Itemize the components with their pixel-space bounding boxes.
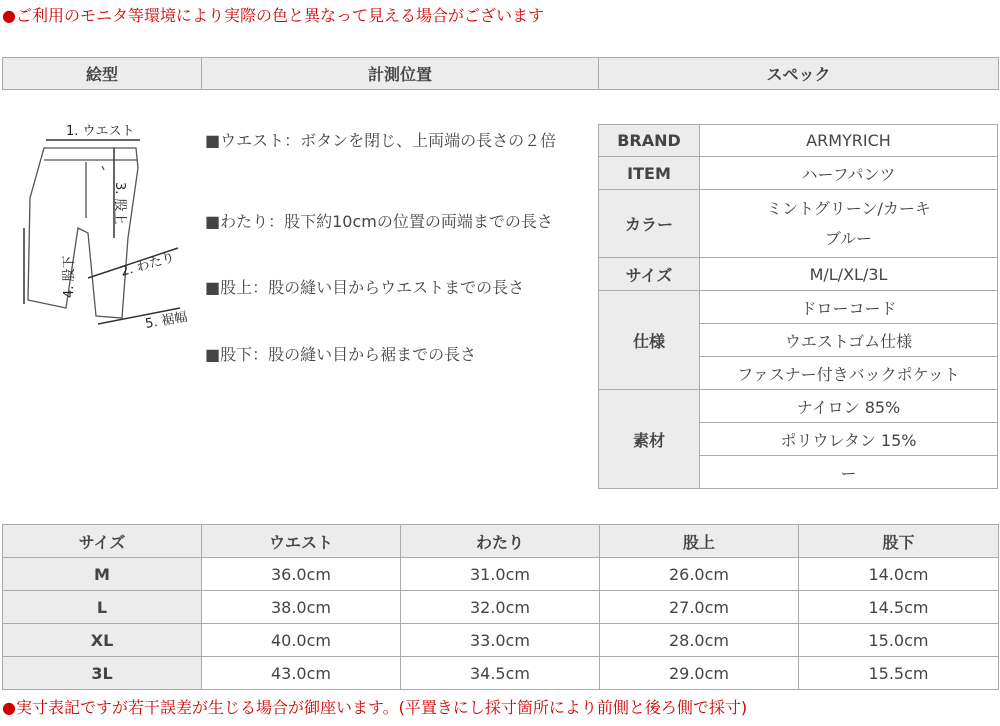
spec-sozai-2: ポリウレタン 15% — [700, 423, 998, 456]
spec-color-label: カラー — [599, 190, 700, 258]
size-cell: 28.0cm — [600, 624, 799, 657]
desc-waist: ■ウエスト：ボタンを閉じ、上両端の長さの２倍 — [205, 131, 557, 150]
size-cell: 43.0cm — [202, 657, 401, 690]
size-row-label: M — [3, 558, 202, 591]
size-header-thigh: わたり — [401, 525, 600, 558]
spec-color-2: ブルー — [824, 228, 873, 248]
desc-thigh: ■わたり：股下約10cmの位置の両端までの長さ — [205, 212, 553, 231]
color-notice: ●ご利用のモニタ等環境により実際の色と異なって見える場合がございます — [2, 6, 544, 25]
size-cell: 31.0cm — [401, 558, 600, 591]
label-waist: 1. ウエスト — [66, 124, 135, 139]
shorts-outline — [28, 148, 138, 318]
desc-rise: ■股上：股の縫い目からウエストまでの長さ — [205, 278, 525, 297]
size-row-label: XL — [3, 624, 202, 657]
desc-inseam: ■股下：股の縫い目から裾までの長さ — [205, 345, 477, 364]
section-header-table — [2, 57, 999, 90]
measurement-notice: ●実寸表記ですが若干誤差が生じる場合が御座います。(平置きにし採寸箇所により前側と後ろ側で採寸) — [2, 698, 748, 717]
size-row-label: 3L — [3, 657, 202, 690]
size-cell: 36.0cm — [202, 558, 401, 591]
size-table — [2, 524, 999, 690]
label-rise: 3. 股上 — [112, 182, 127, 225]
table-row — [3, 558, 999, 591]
size-cell: 40.0cm — [202, 624, 401, 657]
size-header-size: サイズ — [3, 525, 202, 558]
size-cell: 29.0cm — [600, 657, 799, 690]
spec-size-value: M/L/XL/3L — [700, 258, 998, 291]
size-cell: 15.0cm — [799, 624, 999, 657]
spec-color-1: ミントグリーン/カーキ — [766, 198, 931, 218]
spec-shiyo-3: ファスナー付きバックポケット — [700, 357, 998, 390]
header-illustration: 絵型 — [3, 58, 202, 90]
spec-item-value: ハーフパンツ — [700, 157, 998, 190]
size-cell: 38.0cm — [202, 591, 401, 624]
spec-brand-value: ARMYRICH — [700, 125, 998, 157]
size-header-waist: ウエスト — [202, 525, 401, 558]
spec-sozai-3: ー — [700, 456, 998, 489]
size-cell: 34.5cm — [401, 657, 600, 690]
size-cell: 14.5cm — [799, 591, 999, 624]
size-cell: 15.5cm — [799, 657, 999, 690]
table-row — [3, 591, 999, 624]
belt-loop — [102, 166, 104, 170]
spec-brand-label: BRAND — [599, 125, 700, 157]
spec-shiyo-label: 仕様 — [599, 291, 700, 390]
spec-table — [598, 124, 998, 489]
spec-sozai-label: 素材 — [599, 390, 700, 489]
table-row — [3, 624, 999, 657]
size-cell: 32.0cm — [401, 591, 600, 624]
spec-size-label: サイズ — [599, 258, 700, 291]
label-thigh: 2. わたり — [118, 250, 177, 280]
spec-shiyo-1: ドローコード — [700, 291, 998, 324]
size-cell: 33.0cm — [401, 624, 600, 657]
spec-item-label: ITEM — [599, 157, 700, 190]
spec-color-value — [700, 190, 998, 258]
size-cell: 14.0cm — [799, 558, 999, 591]
header-measure-position: 計測位置 — [202, 58, 599, 90]
size-cell: 27.0cm — [600, 591, 799, 624]
label-inseam: 4. 股下 — [62, 255, 77, 298]
size-row-label: L — [3, 591, 202, 624]
size-cell: 26.0cm — [600, 558, 799, 591]
size-header-inseam: 股下 — [799, 525, 999, 558]
header-spec: スペック — [599, 58, 999, 90]
table-row — [3, 657, 999, 690]
spec-shiyo-2: ウエストゴム仕様 — [700, 324, 998, 357]
shorts-diagram — [18, 118, 198, 333]
spec-sozai-1: ナイロン 85% — [700, 390, 998, 423]
label-hem: 5. 裾幅 — [144, 309, 189, 332]
size-header-rise: 股上 — [600, 525, 799, 558]
